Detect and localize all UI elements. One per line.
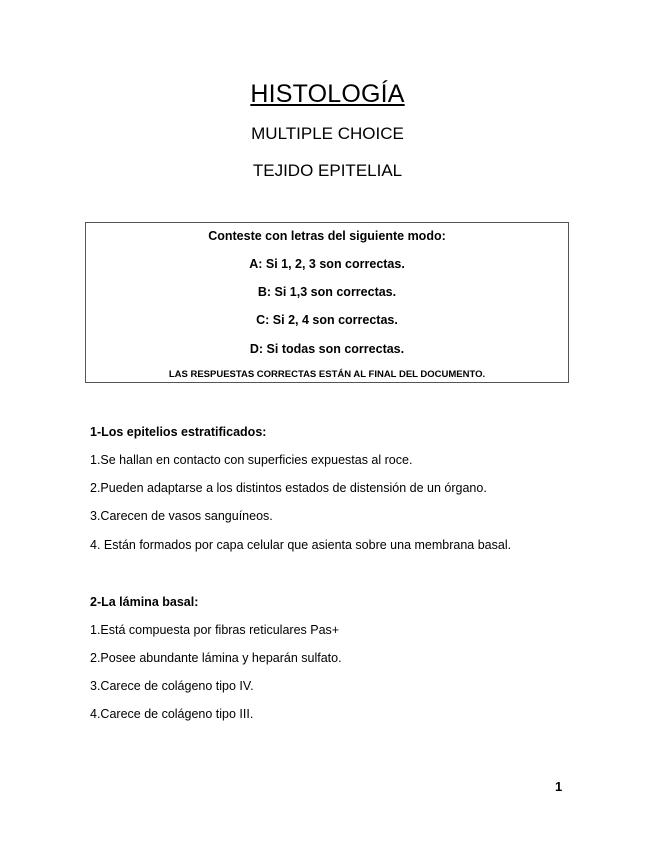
question-1-item-2: 2.Pueden adaptarse a los distintos estados de distensión de un órgano. [90,481,487,495]
page-number: 1 [555,779,563,794]
question-2-item-3: 3.Carece de colágeno tipo IV. [90,679,254,693]
option-c: C: Si 2, 4 son correctas. [256,313,398,327]
question-1-heading: 1-Los epitelios estratificados: [90,425,267,439]
subtitle-topic: TEJIDO EPITELIAL [252,161,403,180]
subtitle-multiple-choice: MULTIPLE CHOICE [251,124,404,143]
document-title: HISTOLOGÍA [250,80,405,108]
option-a: A: Si 1, 2, 3 son correctas. [249,257,405,271]
question-2-item-4: 4.Carece de colágeno tipo III. [90,707,254,721]
instructions-intro: Conteste con letras del siguiente modo: [208,229,446,243]
question-2-heading: 2-La lámina basal: [90,595,199,609]
option-d: D: Si todas son correctas. [249,342,405,356]
instructions-box [85,222,569,383]
question-2-item-2: 2.Posee abundante lámina y heparán sulfato. [90,651,342,665]
answers-note: LAS RESPUESTAS CORRECTAS ESTÁN AL FINAL DEL DOCUMENTO. [168,369,486,380]
option-b: B: Si 1,3 son correctas. [257,285,397,299]
question-1-item-3: 3.Carecen de vasos sanguíneos. [90,509,273,523]
question-1-item-4: 4. Están formados por capa celular que asienta sobre una membrana basal. [90,538,512,552]
question-2-item-1: 1.Está compuesta por fibras reticulares Pas+ [90,623,340,637]
question-1-item-1: 1.Se hallan en contacto con superficies expuestas al roce. [90,453,413,467]
